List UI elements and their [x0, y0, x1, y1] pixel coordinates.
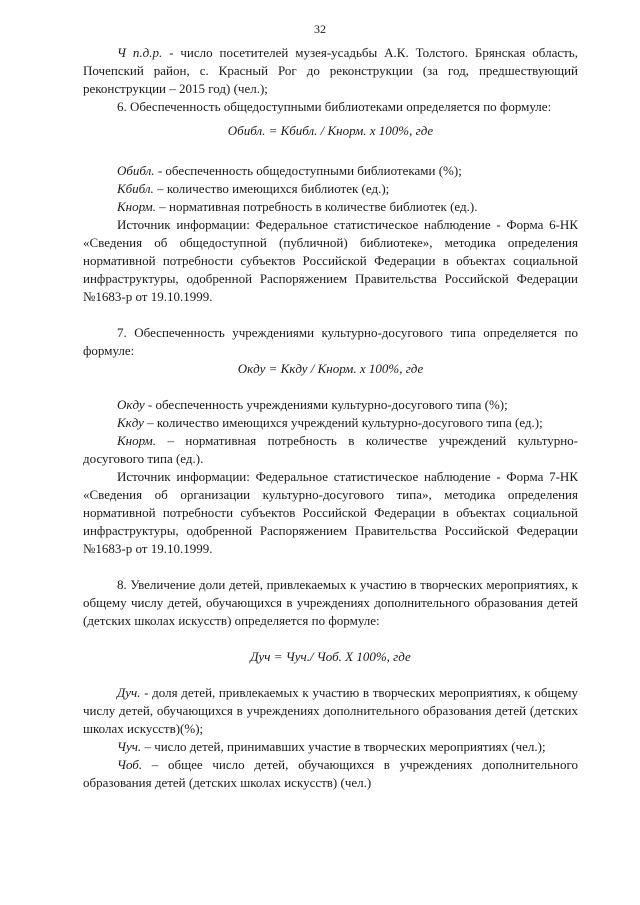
- section-6-heading: 6. Обеспеченность общедоступными библиотеками определяется по формуле:: [117, 99, 552, 114]
- section-7-formula: Окду = Ккду / Кнорм. х 100%, где: [237, 361, 424, 376]
- def-term: Обибл.: [117, 163, 155, 178]
- def-text: – число детей, принимавших участие в творческих мероприятиях (чел.);: [141, 739, 546, 754]
- section-7-source: Источник информации: Федеральное статистическое наблюдение - Форма 7-НК «Сведения об организации культурно-досугового типа», методика определения нормативной потребности субъектов Российской Федерации в объектах социальной инфраструктуры, одобренной Распоряжением Правительства Российской Федерации №1683-р от 19.10.1999.: [83, 469, 578, 556]
- section-6-def: [83, 198, 578, 216]
- def-term: Ч п.д.р.: [117, 45, 163, 60]
- def-text: - обеспеченность учреждениями культурно-досугового типа (%);: [144, 397, 508, 412]
- def-term: Чуч.: [117, 739, 142, 754]
- def-term: Ккду: [117, 415, 144, 430]
- def-text: - обеспеченность общедоступными библиотеками (%);: [154, 163, 462, 178]
- section-8-def: [83, 684, 578, 738]
- def-term: Кнорм.: [117, 433, 156, 448]
- section-7-heading: 7. Обеспеченность учреждениями культурно-досугового типа определяется по формуле:: [83, 325, 578, 358]
- section-6-formula: Обибл. = Кбибл. / Кнорм. х 100%, где: [227, 123, 434, 138]
- def-text: – нормативная потребность в количестве библиотек (ед.).: [155, 199, 478, 214]
- def-text: - доля детей, привлекаемых к участию в творческих мероприятиях, к общему числу детей, обучающихся в учреждениях дополнительного образования детей (детских школах искусств)(%);: [83, 685, 578, 736]
- page-content: [83, 44, 578, 792]
- section-6-def: [83, 180, 578, 198]
- section-8-formula: Дуч = Чуч./ Чоб. Х 100%, где: [250, 649, 411, 664]
- section-7-def: [83, 414, 578, 432]
- def-term: Кбибл.: [117, 181, 154, 196]
- def-text: – нормативная потребность в количестве учреждений культурно-досугового типа (ед.).: [83, 433, 578, 466]
- def-term: Окду: [117, 397, 145, 412]
- section-7-def: [83, 432, 578, 468]
- def-text: - число посетителей музея-усадьбы А.К. Толстого. Брянская область, Почепский район, с. Красный Рог до реконструкции (за год, предшествующий реконструкции – 2015 год) (чел.);: [83, 45, 578, 96]
- def-term: Дуч.: [117, 685, 141, 700]
- section-8-heading: 8. Увеличение доли детей, привлекаемых к участию в творческих мероприятиях, к общему числу детей, обучающихся в учреждениях дополнительного образования детей (детских школах искусств) определяется по формуле:: [83, 577, 578, 628]
- def-text: – общее число детей, обучающихся в учреждениях дополнительного образования детей (детских школах искусств) (чел.): [83, 757, 578, 790]
- page-number: 32: [314, 22, 326, 36]
- section-8-def: [83, 738, 578, 756]
- visitors-definition: [83, 44, 578, 98]
- section-8-def: [83, 756, 578, 792]
- def-term: Чоб.: [117, 757, 143, 772]
- section-7-def: [83, 396, 578, 414]
- section-6-def: [83, 162, 578, 180]
- def-text: – количество имеющихся учреждений культурно-досугового типа (ед.);: [143, 415, 543, 430]
- section-6-source: Источник информации: Федеральное статистическое наблюдение - Форма 6-НК «Сведения об общедоступной (публичной) библиотеке», методика определения нормативной потребности субъектов Российской Федерации в объектах социальной инфраструктуры, одобренной Распоряжением Правительства Российской Федерации №1683-р от 19.10.1999.: [83, 217, 578, 304]
- def-text: – количество имеющихся библиотек (ед.);: [153, 181, 390, 196]
- def-term: Кнорм.: [117, 199, 156, 214]
